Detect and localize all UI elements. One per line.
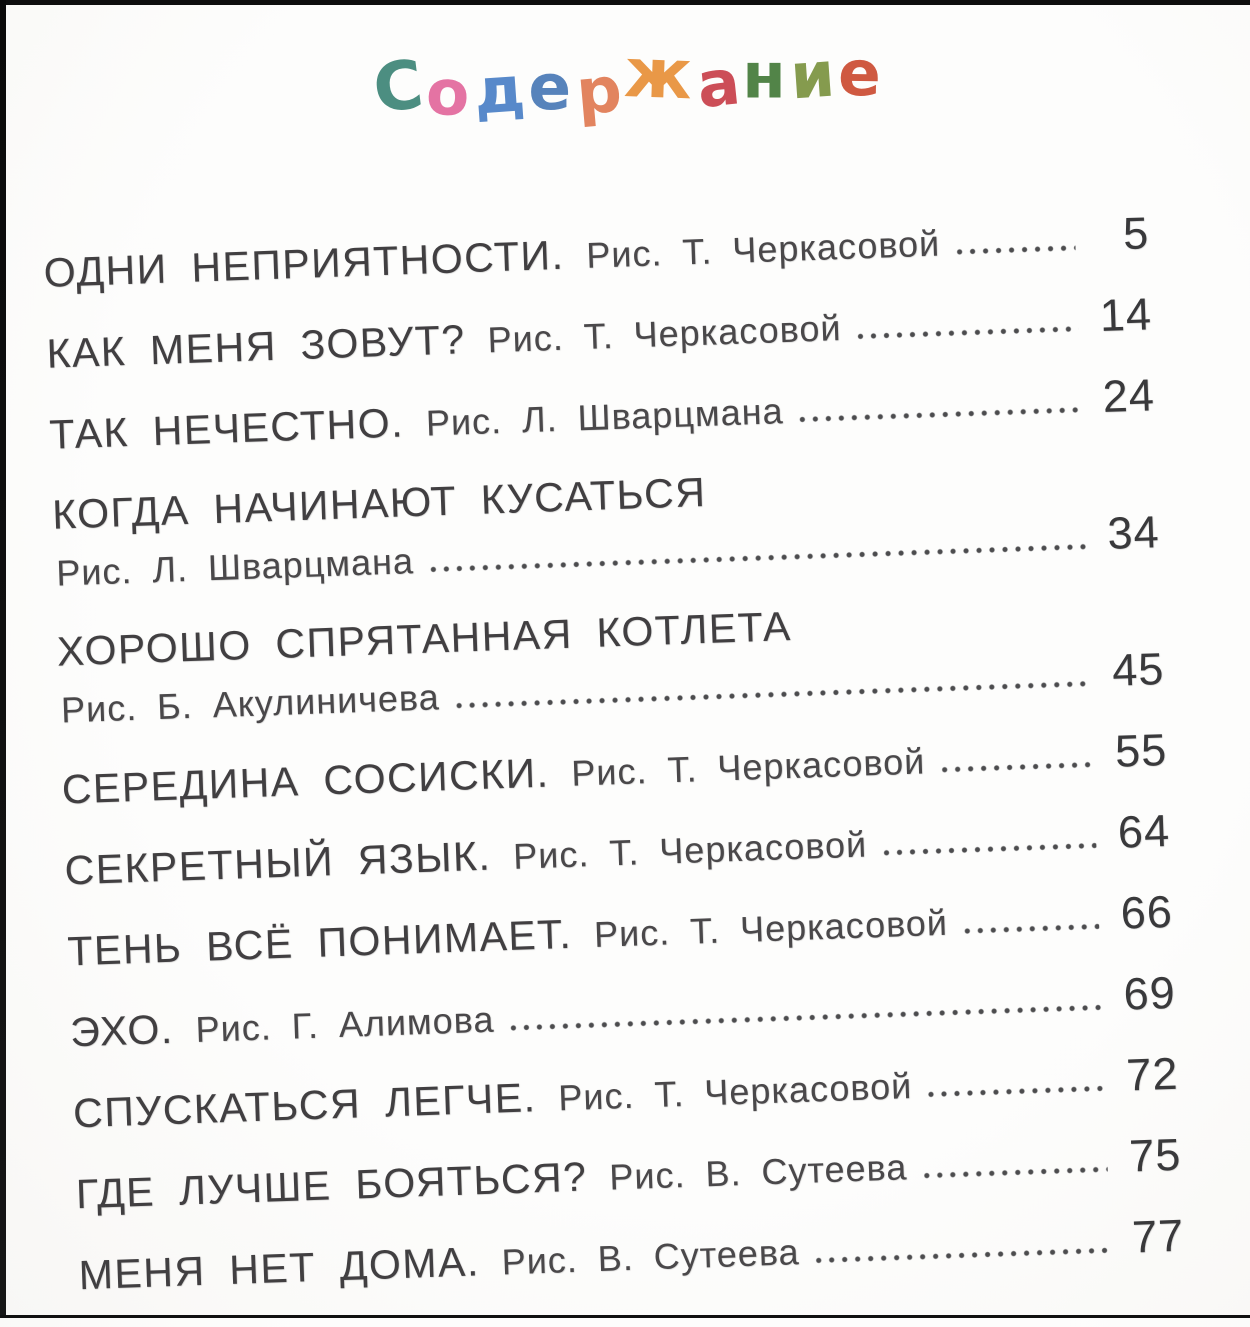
toc-entry [78,1208,1185,1306]
title-letter: д [471,51,532,129]
page-number: 64 [1117,804,1171,858]
page-number: 66 [1119,885,1174,939]
page-number: 14 [1098,288,1153,342]
entry-title: СПУСКАТЬСЯ ЛЕГЧЕ. [72,1074,538,1137]
scan-border-left [0,0,6,1318]
dot-leader [800,407,1082,423]
page-number: 69 [1122,966,1177,1020]
toc-entry [64,803,1171,901]
entry-credit: Рис. Т. Черкасовой [593,901,949,956]
title-letter: ж [622,34,698,116]
page-number: 5 [1122,207,1150,260]
entry-credit: Рис. Л. Шварцмана [425,390,785,444]
title-letter: а [693,44,748,123]
entry-title: ГДЕ ЛУЧШЕ БОЯТЬСЯ? [75,1153,589,1218]
title-letter: С [369,44,432,129]
page-number: 77 [1131,1209,1185,1263]
page-number: 45 [1111,643,1166,696]
entry-credit: Рис. Т. Черкасовой [585,222,941,276]
entry-credit: Рис. Т. Черкасовой [570,740,926,794]
toc-entry [46,286,1153,384]
scan-border-top [0,0,1250,5]
entry-title: СЕКРЕТНЫЙ ЯЗЫК. [63,832,492,894]
page-number: 75 [1128,1128,1183,1182]
entry-credit: Рис. Т. Черкасовой [512,823,868,877]
dot-leader [430,544,1086,573]
entry-title: ЭХО. [69,1005,175,1056]
dot-leader [816,1247,1111,1263]
dot-leader [964,923,1099,934]
dot-leader [923,1166,1107,1178]
entry-credit: Рис. В. Сутеева [608,1146,908,1198]
dot-leader [858,326,1079,340]
title-letter: р [573,52,629,130]
dot-leader [928,1085,1105,1097]
toc-entry [51,448,1160,602]
page-number: 72 [1125,1047,1180,1101]
entry-title: ТЕНЬ ВСЁ ПОНИМАЕТ. [66,910,573,975]
toc-entries [43,205,1185,1305]
toc-entry [48,367,1155,465]
entry-credit: Рис. Г. Алимова [194,998,496,1051]
toc-entry [61,722,1168,820]
entry-title: КОГДА НАЧИНАЮТ КУСАТЬСЯ [51,468,707,538]
title-letter: о [424,55,475,131]
entry-credit: Рис. В. Сутеева [500,1231,801,1283]
toc-entry [43,205,1150,303]
page-number: 34 [1106,506,1161,559]
toc-entry [56,585,1165,739]
entry-credit: Рис. Л. Шварцмана [55,540,415,594]
toc-entry [72,1046,1179,1144]
page-title [369,19,1145,148]
title-letter: е [837,36,886,111]
dot-leader [941,762,1093,773]
entry-title: ОДНИ НЕПРИЯТНОСТИ. [42,231,566,296]
title-letter: е [528,51,576,125]
page-number: 24 [1101,369,1156,422]
dot-leader [456,681,1091,709]
entry-title: ХОРОШО СПРЯТАННАЯ КОТЛЕТА [56,602,793,675]
dot-leader [956,245,1075,255]
entry-title: КАК МЕНЯ ЗОВУТ? [45,316,467,377]
toc-entry [69,965,1176,1063]
toc-page [36,11,1186,1327]
toc-entry [66,884,1173,982]
page-number: 55 [1114,723,1168,777]
entry-credit: Рис. Т. Черкасовой [557,1065,913,1119]
title-letter: н [742,39,791,113]
entry-title: СЕРЕДИНА СОСИСКИ. [61,749,551,813]
dot-leader [883,842,1096,855]
entry-credit: Рис. Т. Черкасовой [486,307,843,361]
toc-entry [75,1127,1182,1225]
title-letter: и [787,37,841,114]
entry-credit: Рис. Б. Акулиничева [60,676,441,731]
dot-leader [511,1004,1103,1031]
entry-title: МЕНЯ НЕТ ДОМА. [77,1238,481,1299]
entry-title: ТАК НЕЧЕСТНО. [48,399,405,458]
